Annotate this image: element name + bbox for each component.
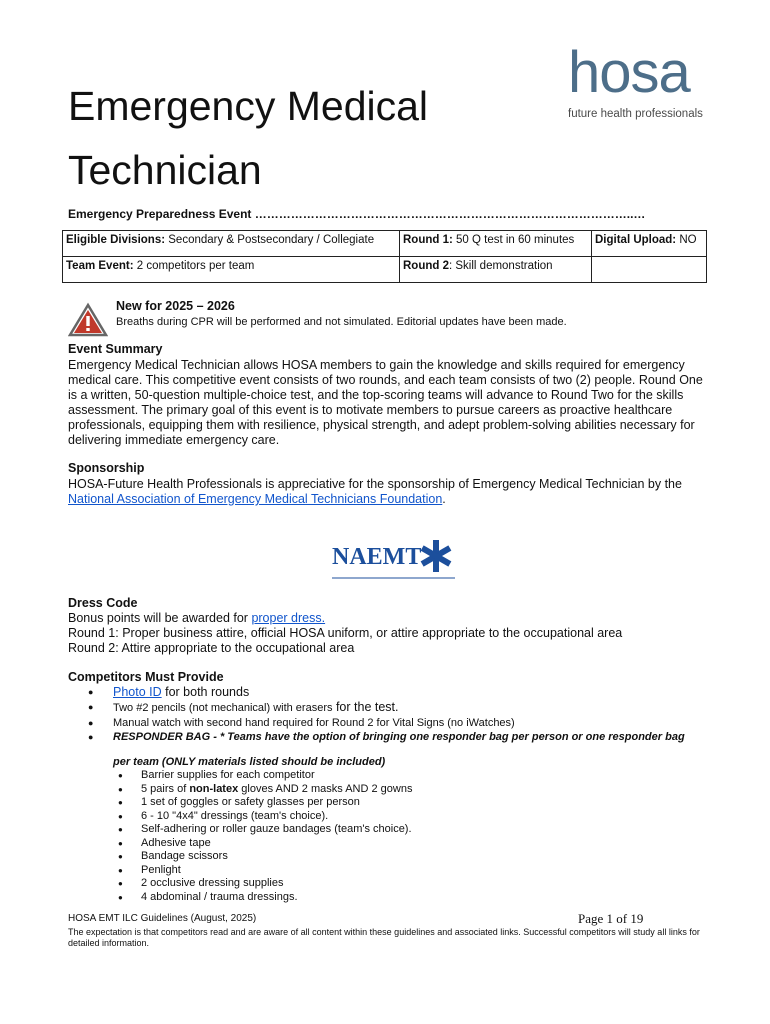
list-item: ● Manual watch with second hand required for Round 2 for Vital Signs (no iWatches) — [68, 716, 698, 731]
proper-dress-link[interactable]: proper dress. — [251, 611, 326, 625]
digital-upload-cell: Digital Upload: NO — [592, 231, 707, 257]
naemt-logo — [330, 534, 460, 584]
list-item: ● Barrier supplies for each competitor — [68, 769, 668, 783]
list-item: ● 4 abdominal / trauma dressings. — [68, 891, 668, 905]
warning-icon — [68, 302, 108, 338]
list-item: ● 6 - 10 "4x4" dressings (team's choice). — [68, 810, 668, 824]
page-number: Page 1 of 19 — [578, 911, 644, 926]
footer-guidelines: HOSA EMT ILC Guidelines (August, 2025) — [68, 913, 257, 924]
dress-code-line3: Round 2: Attire appropriate to the occupational area — [68, 641, 355, 655]
dress-code-heading: Dress Code — [68, 596, 138, 610]
event-summary-text: Emergency Medical Technician allows HOSA members to gain the knowledge and skills required for emergency medical care. This competitive event consists of two rounds, and each team consists of two (2) people. Round One is a written, 50-question multiple-choice test, and the top-scoring teams will advance to Round Two for the skills assessment. The primary goal of this event is to motivate members to pursue careers as proactive healthcare professionals, equipping them with resilience, physical strength, and adept problem-solving abilities necessary for delivering immediate emergency care. — [68, 358, 703, 447]
list-item: ● Two #2 pencils (not mechanical) with erasers for the test. — [68, 700, 698, 716]
event-category-line: Emergency Preparedness Event …………………………………………………………………………………..… — [68, 207, 646, 221]
new-notice-title: New for 2025 – 2026 — [116, 299, 235, 313]
event-info-table — [62, 230, 707, 283]
page-title: Emergency Medical Technician — [68, 83, 429, 193]
hosa-logo — [560, 40, 703, 126]
provide-list — [68, 685, 698, 744]
empty-cell — [592, 257, 707, 283]
logo-wordmark: hosa — [568, 40, 690, 105]
round1-cell: Round 1: 50 Q test in 60 minutes — [400, 231, 592, 257]
list-item: ● Self-adhering or roller gauze bandages (team's choice). — [68, 823, 668, 837]
list-item: ● RESPONDER BAG - * Teams have the option of bringing one responder bag per person or one responder bag — [68, 731, 698, 744]
list-item: ● 2 occlusive dressing supplies — [68, 877, 668, 891]
dress-code-line2: Round 1: Proper business attire, official HOSA uniform, or attire appropriate to the occupational area — [68, 626, 623, 640]
list-item: ● Penlight — [68, 864, 668, 878]
list-item: ● Photo ID for both rounds — [68, 685, 698, 700]
round2-cell: Round 2: Skill demonstration — [400, 257, 592, 283]
sponsorship-text: HOSA-Future Health Professionals is appreciative for the sponsorship of Emergency Medical Technician by the National Association of Emergency Medical Technicians Foundation. — [68, 477, 682, 506]
event-summary-heading: Event Summary — [68, 342, 163, 356]
sponsor-link[interactable]: National Association of Emergency Medical Technicians Foundation — [68, 492, 443, 506]
responder-bag-note: per team (ONLY materials listed should be included) — [113, 756, 386, 768]
list-item: ● Adhesive tape — [68, 837, 668, 851]
competitors-provide-heading: Competitors Must Provide — [68, 670, 224, 684]
new-notice-text: Breaths during CPR will be performed and not simulated. Editorial updates have been made. — [116, 316, 567, 328]
list-item: ● Bandage scissors — [68, 850, 668, 864]
logo-tagline: future health professionals — [568, 108, 703, 120]
eligible-divisions-cell: Eligible Divisions: Secondary & Postsecondary / Collegiate — [63, 231, 400, 257]
list-item: ● 1 set of goggles or safety glasses per person — [68, 796, 668, 810]
team-event-cell: Team Event: 2 competitors per team — [63, 257, 400, 283]
dress-code-line1: Bonus points will be awarded for proper dress. — [68, 611, 326, 625]
table-row — [63, 257, 707, 283]
responder-bag-list — [68, 769, 668, 904]
list-item: ● 5 pairs of non-latex gloves AND 2 masks AND 2 gowns — [68, 783, 668, 797]
photo-id-link[interactable]: Photo ID — [113, 685, 162, 699]
naemt-logo-text: NAEMT — [332, 544, 422, 570]
sponsorship-heading: Sponsorship — [68, 461, 145, 475]
table-row — [63, 231, 707, 257]
footer-note: The expectation is that competitors read and are aware of all content within these guidelines and associated links. Successful competitors will study all links for detailed information. — [68, 927, 700, 948]
